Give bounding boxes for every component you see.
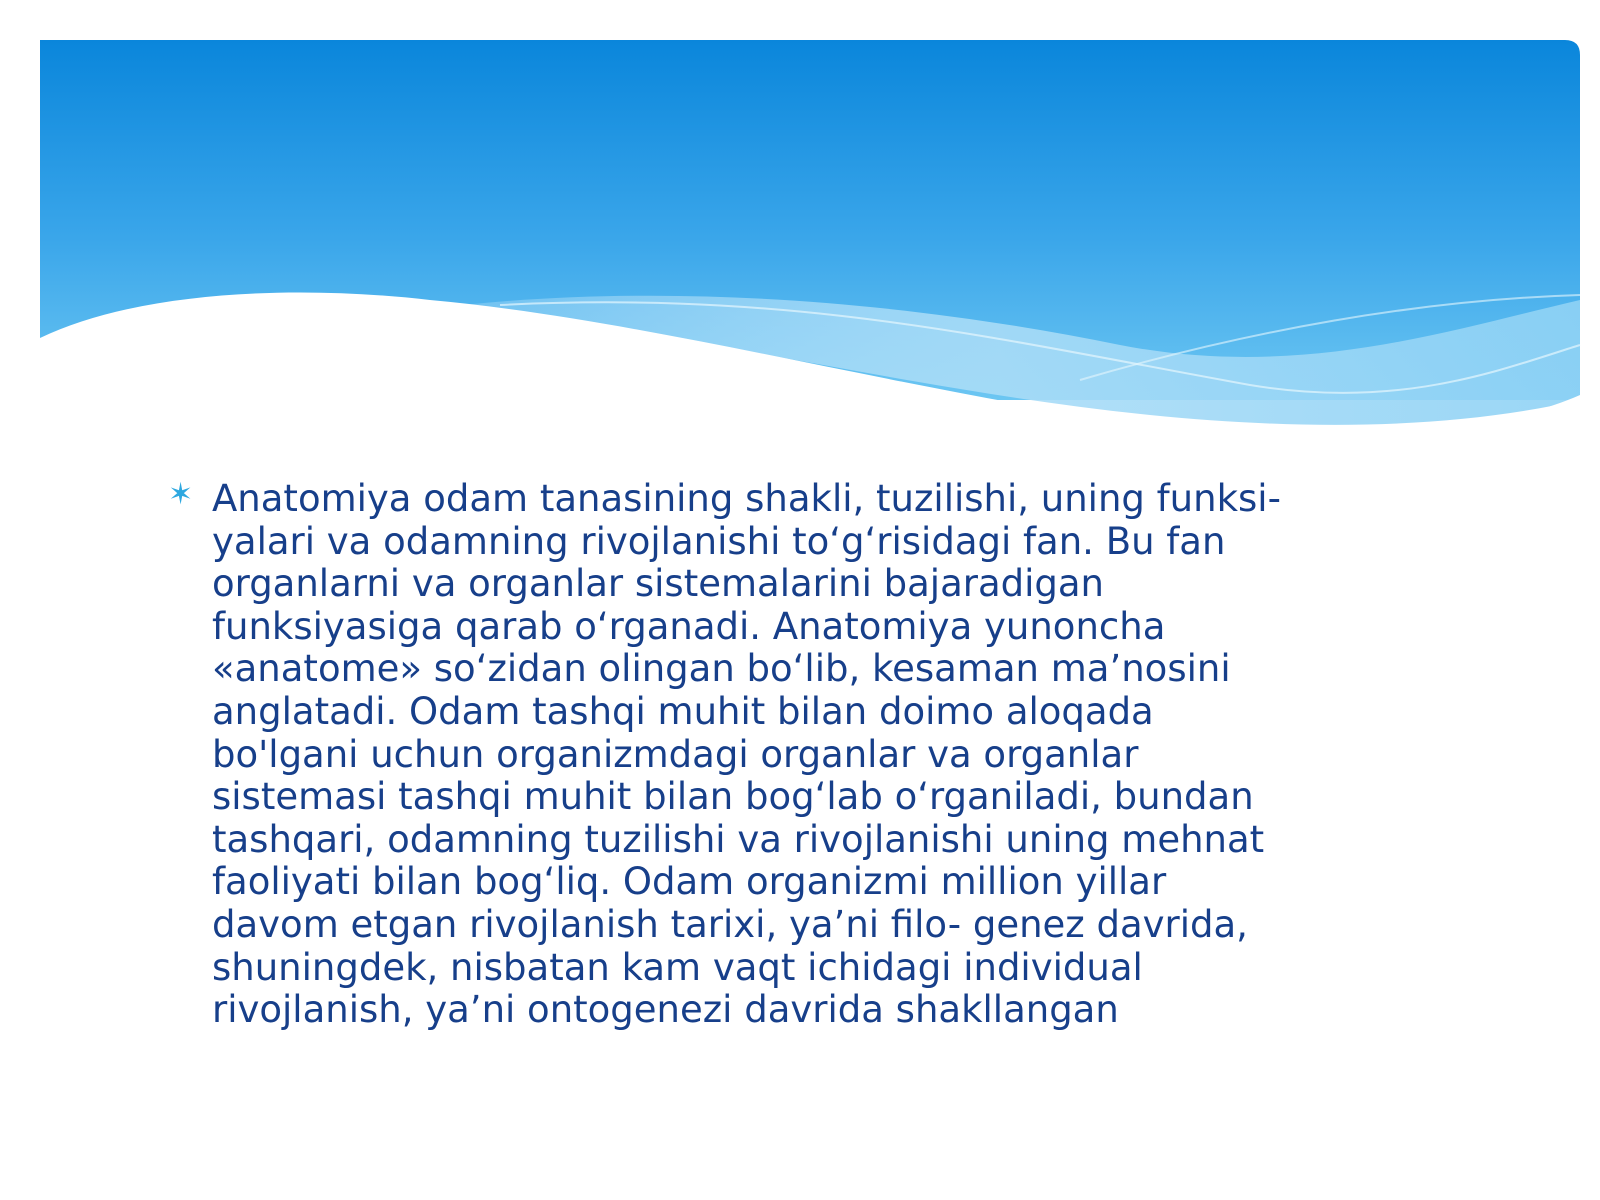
bullet-item bbox=[168, 478, 1430, 1032]
star-bullet-icon: ✶ bbox=[168, 477, 194, 512]
sky-wave-banner bbox=[0, 0, 1600, 460]
body-paragraph: Anatomiya odam tanasining shakli, tuzilishi, uning funksi- yalari va odamning rivojlanishi to‘g‘risidagi fan. Bu fan organlarni va organlar sistemalarini bajaradigan funksiyasiga qarab o‘rganadi. Anatomiya yunoncha «anatome» so‘zidan olingan bo‘lib, kesaman ma’nosini anglatadi. Odam tashqi muhit bilan doimo aloqada bo'lgani uchun organizmdagi organlar va organlar sistemasi tashqi muhit bilan bog‘lab o‘rganiladi, bundan tashqari, odamning tuzilishi va rivojlanishi uning mehnat faoliyati bilan bog‘liq. Odam organizmi million yillar davom etgan rivojlanish tarixi, ya’ni filo- genez davrida, shuningdek, nisbatan kam vaqt ichidagi individual rivojlanish, ya’ni ontogenezi davrida shakllangan bbox=[212, 477, 1281, 1032]
